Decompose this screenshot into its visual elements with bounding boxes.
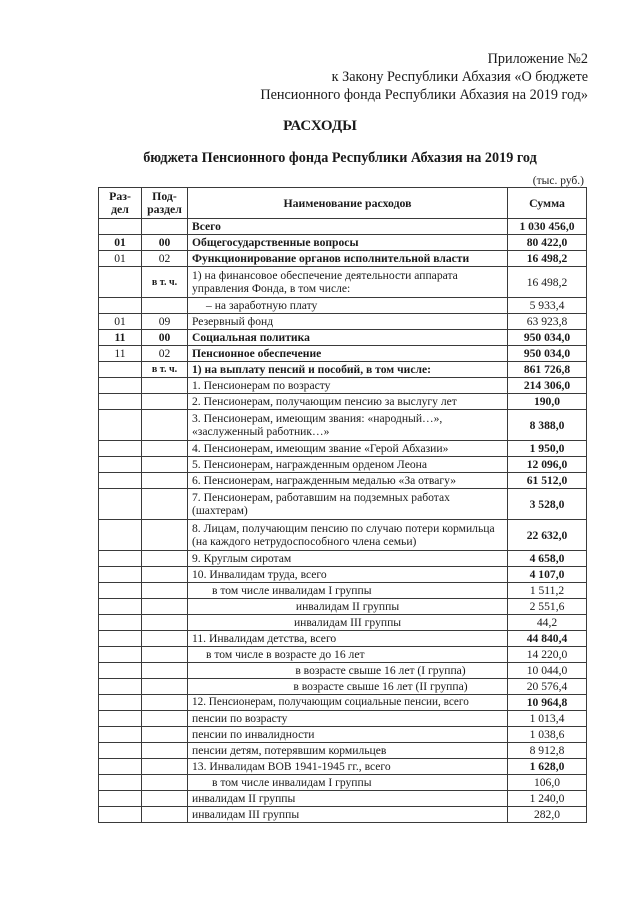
expenses-table [98,187,587,823]
cell-amount: 5 933,4 [508,298,587,314]
cell-name: 3. Пенсионерам, имеющим звания: «народный…», «заслуженный работник…» [188,410,508,441]
cell-name: Резервный фонд [188,314,508,330]
cell-subsection [142,759,188,775]
table-row [99,520,587,551]
table-row [99,394,587,410]
cell-name: в возрасте свыше 16 лет (I группа) [188,663,508,679]
cell-subsection [142,410,188,441]
cell-section [99,583,142,599]
cell-amount: 4 107,0 [508,567,587,583]
cell-section [99,441,142,457]
cell-amount: 4 658,0 [508,551,587,567]
cell-amount: 1 950,0 [508,441,587,457]
cell-name: 9. Круглым сиротам [188,551,508,567]
cell-subsection [142,551,188,567]
cell-amount: 44,2 [508,615,587,631]
cell-amount: 10 964,8 [508,695,587,711]
table-row [99,219,587,235]
cell-name: в том числе инвалидам I группы [188,583,508,599]
cell-amount: 1 030 456,0 [508,219,587,235]
table-row [99,298,587,314]
cell-amount: 861 726,8 [508,362,587,378]
cell-name: пенсии по инвалидности [188,727,508,743]
cell-subsection: 02 [142,251,188,267]
cell-name: пенсии детям, потерявшим кормильцев [188,743,508,759]
cell-name: инвалидам III группы [188,807,508,823]
annex-reference [260,50,588,104]
cell-name: 1) на финансовое обеспечение деятельности аппарата управления Фонда, в том числе: [188,267,508,298]
cell-section [99,663,142,679]
table-row [99,567,587,583]
cell-name: 2. Пенсионерам, получающим пенсию за выслугу лет [188,394,508,410]
cell-section [99,695,142,711]
cell-name: инвалидам II группы [188,599,508,615]
cell-subsection [142,394,188,410]
table-row [99,378,587,394]
cell-section [99,378,142,394]
cell-section: 01 [99,314,142,330]
table-row [99,362,587,378]
table-row [99,615,587,631]
cell-subsection [142,775,188,791]
cell-amount: 1 511,2 [508,583,587,599]
cell-amount: 8 912,8 [508,743,587,759]
annex-line-1: Приложение №2 [487,51,588,67]
cell-section [99,394,142,410]
cell-subsection [142,489,188,520]
cell-name: 13. Инвалидам ВОВ 1941-1945 гг., всего [188,759,508,775]
cell-amount: 12 096,0 [508,457,587,473]
table-row [99,711,587,727]
cell-amount: 1 628,0 [508,759,587,775]
table-row [99,251,587,267]
cell-amount: 44 840,4 [508,631,587,647]
cell-subsection: 00 [142,330,188,346]
cell-section [99,631,142,647]
table-row [99,631,587,647]
cell-name: 11. Инвалидам детства, всего [188,631,508,647]
cell-amount: 10 044,0 [508,663,587,679]
cell-name: 1) на выплату пенсий и пособий, в том числе: [188,362,508,378]
cell-name: Социальная политика [188,330,508,346]
cell-amount: 14 220,0 [508,647,587,663]
table-row [99,314,587,330]
cell-subsection [142,457,188,473]
cell-amount: 3 528,0 [508,489,587,520]
cell-section [99,520,142,551]
cell-amount: 16 498,2 [508,251,587,267]
cell-name: пенсии по возрасту [188,711,508,727]
table-row [99,551,587,567]
cell-subsection: 00 [142,235,188,251]
cell-section: 11 [99,330,142,346]
cell-section: 11 [99,346,142,362]
table-row [99,410,587,441]
cell-section [99,791,142,807]
document-title: РАСХОДЫ [283,118,357,134]
table-row [99,727,587,743]
table-row [99,330,587,346]
cell-amount: 8 388,0 [508,410,587,441]
cell-subsection [142,631,188,647]
cell-section: 01 [99,251,142,267]
table-header-row [99,188,587,219]
cell-section [99,727,142,743]
cell-section [99,457,142,473]
cell-amount: 950 034,0 [508,346,587,362]
cell-section [99,647,142,663]
cell-section [99,362,142,378]
cell-amount: 106,0 [508,775,587,791]
cell-section [99,743,142,759]
table-row [99,663,587,679]
cell-subsection [142,695,188,711]
cell-amount: 20 576,4 [508,679,587,695]
cell-subsection [142,743,188,759]
cell-subsection [142,520,188,551]
table-row [99,743,587,759]
table-row [99,267,587,298]
cell-section [99,711,142,727]
table-row [99,489,587,520]
header-section: Раз- дел [99,188,142,219]
table-row [99,807,587,823]
cell-subsection [142,791,188,807]
table-row [99,759,587,775]
cell-section [99,679,142,695]
header-subsection: Под- раздел [142,188,188,219]
cell-name: в том числе инвалидам I группы [188,775,508,791]
cell-section [99,615,142,631]
table-row [99,647,587,663]
cell-amount: 190,0 [508,394,587,410]
annex-line-3: Пенсионного фонда Республики Абхазия на 2019 год» [260,87,588,103]
cell-section [99,219,142,235]
table-row [99,679,587,695]
cell-name: 6. Пенсионерам, награжденным медалью «За отвагу» [188,473,508,489]
document-subtitle: бюджета Пенсионного фонда Республики Абхазия на 2019 год [143,150,537,166]
table-row [99,791,587,807]
cell-section [99,759,142,775]
cell-section [99,807,142,823]
table-row [99,346,587,362]
table-row [99,695,587,711]
cell-subsection [142,679,188,695]
cell-name: Функционирование органов исполнительной власти [188,251,508,267]
cell-subsection [142,807,188,823]
table-row [99,599,587,615]
cell-amount: 282,0 [508,807,587,823]
cell-amount: 1 013,4 [508,711,587,727]
cell-name: инвалидам III группы [188,615,508,631]
cell-section [99,473,142,489]
cell-section [99,489,142,520]
cell-subsection [142,583,188,599]
cell-subsection [142,647,188,663]
cell-section [99,267,142,298]
table-row [99,775,587,791]
cell-name: – на заработную плату [188,298,508,314]
cell-section [99,410,142,441]
cell-name: Всего [188,219,508,235]
header-amount: Сумма [508,188,587,219]
cell-name: 10. Инвалидам труда, всего [188,567,508,583]
cell-subsection [142,711,188,727]
cell-subsection: в т. ч. [142,267,188,298]
cell-subsection [142,599,188,615]
cell-amount: 214 306,0 [508,378,587,394]
cell-section [99,298,142,314]
cell-name: 1. Пенсионерам по возрасту [188,378,508,394]
cell-subsection: 02 [142,346,188,362]
cell-subsection [142,663,188,679]
cell-subsection: в т. ч. [142,362,188,378]
cell-name: в возрасте свыше 16 лет (II группа) [188,679,508,695]
table-row [99,583,587,599]
cell-amount: 80 422,0 [508,235,587,251]
table-row [99,457,587,473]
cell-subsection: 09 [142,314,188,330]
cell-subsection [142,727,188,743]
cell-subsection [142,473,188,489]
header-name: Наименование расходов [188,188,508,219]
cell-amount: 61 512,0 [508,473,587,489]
cell-name: Пенсионное обеспечение [188,346,508,362]
cell-section: 01 [99,235,142,251]
cell-subsection [142,441,188,457]
cell-name: в том числе в возрасте до 16 лет [188,647,508,663]
cell-amount: 950 034,0 [508,330,587,346]
cell-subsection [142,298,188,314]
cell-subsection [142,567,188,583]
cell-name: Общегосударственные вопросы [188,235,508,251]
cell-name: 7. Пенсионерам, работавшим на подземных работах (шахтерам) [188,489,508,520]
cell-name: инвалидам II группы [188,791,508,807]
cell-section [99,567,142,583]
cell-subsection [142,615,188,631]
cell-amount: 2 551,6 [508,599,587,615]
cell-subsection [142,378,188,394]
units-label: (тыс. руб.) [532,175,584,187]
cell-amount: 1 240,0 [508,791,587,807]
cell-name: 4. Пенсионерам, имеющим звание «Герой Абхазии» [188,441,508,457]
cell-section [99,551,142,567]
cell-section [99,775,142,791]
cell-name: 12. Пенсионерам, получающим социальные пенсии, всего [188,695,508,711]
table-row [99,235,587,251]
cell-section [99,599,142,615]
cell-name: 5. Пенсионерам, награжденным орденом Леона [188,457,508,473]
cell-amount: 1 038,6 [508,727,587,743]
table-row [99,441,587,457]
cell-subsection [142,219,188,235]
table-row [99,473,587,489]
annex-line-2: к Закону Республики Абхазия «О бюджете [331,69,588,85]
cell-amount: 16 498,2 [508,267,587,298]
cell-name: 8. Лицам, получающим пенсию по случаю потери кормильца (на каждого нетрудоспособного члена семьи) [188,520,508,551]
cell-amount: 63 923,8 [508,314,587,330]
cell-amount: 22 632,0 [508,520,587,551]
